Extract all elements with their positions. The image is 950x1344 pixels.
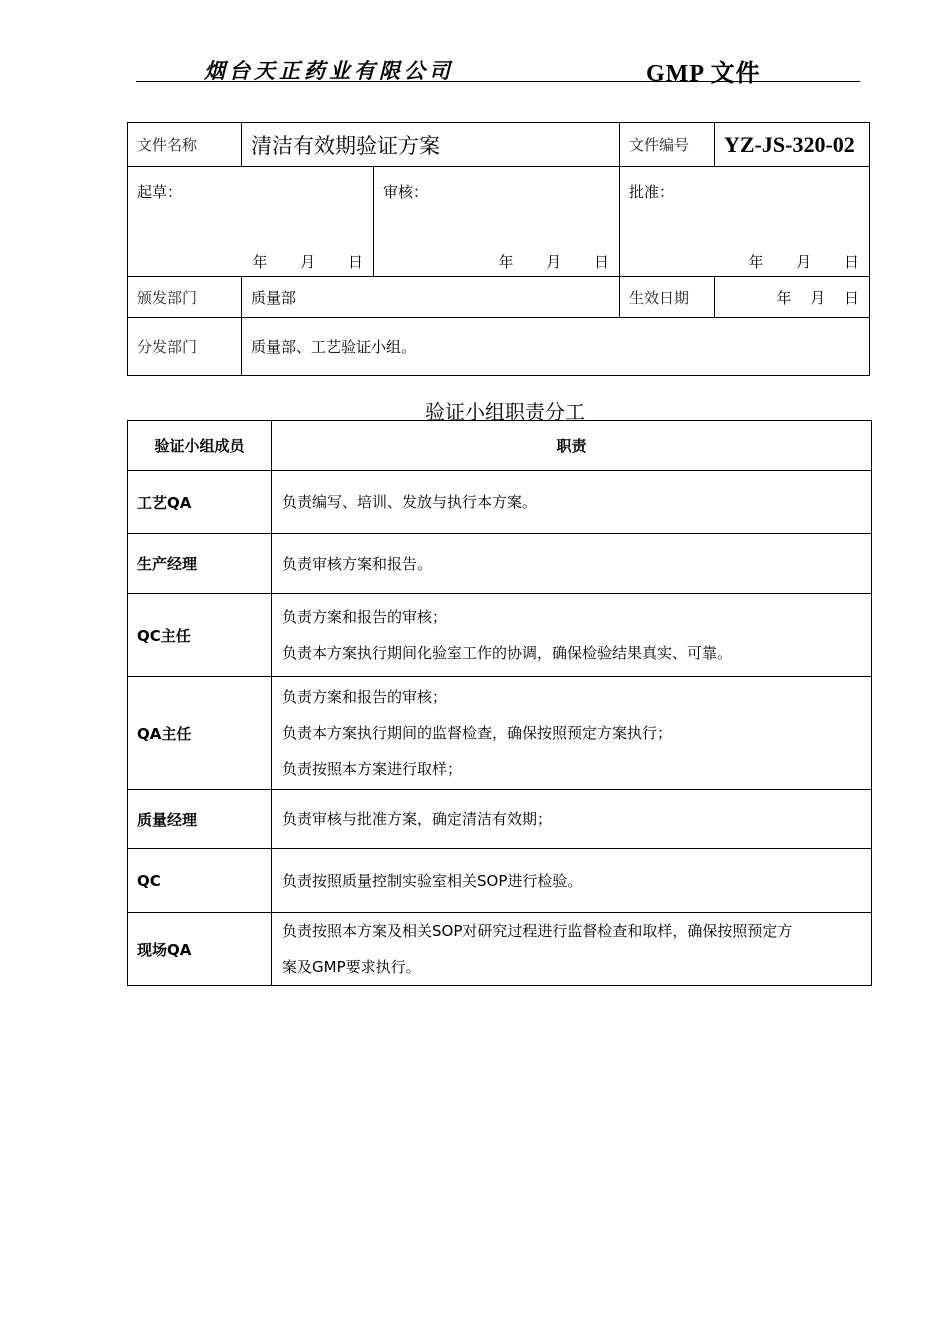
draft-label: 起草： bbox=[137, 183, 183, 201]
duty-line: 负责按照本方案及相关SOP对研究过程进行监督检查和取样，确保按照预定方 bbox=[282, 922, 793, 940]
duty-line: 负责审核方案和报告。 bbox=[282, 554, 433, 573]
section-title: 验证小组职责分工 bbox=[425, 400, 585, 424]
doc-name-value: 清洁有效期验证方案 bbox=[242, 123, 620, 167]
effective-date-label: 生效日期 bbox=[620, 277, 715, 318]
duty-table bbox=[127, 420, 872, 986]
draft-cell bbox=[128, 167, 374, 277]
duty-cell bbox=[272, 677, 872, 790]
duty-cell bbox=[272, 534, 872, 594]
table-row bbox=[128, 790, 872, 849]
duty-cell bbox=[272, 471, 872, 534]
draft-date: 年 月 日 bbox=[252, 253, 363, 271]
table-row bbox=[128, 534, 872, 594]
role-cell: QC bbox=[128, 849, 272, 913]
duty-cell bbox=[272, 849, 872, 913]
company-name: 烟台天正药业有限公司 bbox=[204, 59, 454, 83]
doc-type: GMP 文件 bbox=[646, 61, 761, 87]
duty-line: 负责审核与批准方案，确定清洁有效期； bbox=[282, 810, 553, 828]
header-duty: 职责 bbox=[272, 421, 872, 471]
duty-cell bbox=[272, 790, 872, 849]
approve-cell bbox=[620, 167, 870, 277]
role-cell: 工艺QA bbox=[128, 471, 272, 534]
header-member: 验证小组成员 bbox=[128, 421, 272, 471]
effective-date-value: 年 月 日 bbox=[715, 277, 870, 318]
table-row bbox=[128, 677, 872, 790]
role-cell: 生产经理 bbox=[128, 534, 272, 594]
table-row bbox=[128, 849, 872, 913]
dist-dept-label: 分发部门 bbox=[128, 318, 242, 376]
role-cell: QC主任 bbox=[128, 594, 272, 677]
issue-dept-value: 质量部 bbox=[242, 277, 620, 318]
document-info-table bbox=[127, 122, 870, 376]
duty-line: 负责本方案执行期间化验室工作的协调，确保检验结果真实、可靠。 bbox=[282, 644, 733, 662]
doc-name-label: 文件名称 bbox=[128, 123, 242, 167]
duty-line: 负责编写、培训、发放与执行本方案。 bbox=[282, 493, 538, 511]
duty-line: 案及GMP要求执行。 bbox=[282, 958, 421, 976]
page-header bbox=[136, 52, 860, 87]
doc-no-value: YZ-JS-320-02 bbox=[715, 123, 870, 167]
duty-line: 负责方案和报告的审核； bbox=[282, 688, 448, 706]
approve-label: 批准： bbox=[629, 183, 675, 201]
role-cell: 现场QA bbox=[128, 913, 272, 986]
table-row bbox=[128, 594, 872, 677]
role-cell: QA主任 bbox=[128, 677, 272, 790]
review-date: 年 月 日 bbox=[498, 253, 609, 271]
table-row bbox=[128, 471, 872, 534]
approve-date: 年 月 日 bbox=[748, 253, 859, 271]
issue-dept-label: 颁发部门 bbox=[128, 277, 242, 318]
duty-line: 负责方案和报告的审核； bbox=[282, 608, 448, 626]
role-cell: 质量经理 bbox=[128, 790, 272, 849]
duty-line: 负责本方案执行期间的监督检查，确保按照预定方案执行； bbox=[282, 724, 673, 742]
duty-line: 负责按照本方案进行取样； bbox=[282, 760, 463, 778]
duty-line: 负责按照质量控制实验室相关SOP进行检验。 bbox=[282, 871, 583, 890]
doc-no-label: 文件编号 bbox=[620, 123, 715, 167]
duty-cell bbox=[272, 913, 872, 986]
duty-cell bbox=[272, 594, 872, 677]
review-cell bbox=[374, 167, 620, 277]
dist-dept-value: 质量部、工艺验证小组。 bbox=[242, 318, 870, 376]
review-label: 审核： bbox=[383, 183, 429, 201]
table-row bbox=[128, 913, 872, 986]
